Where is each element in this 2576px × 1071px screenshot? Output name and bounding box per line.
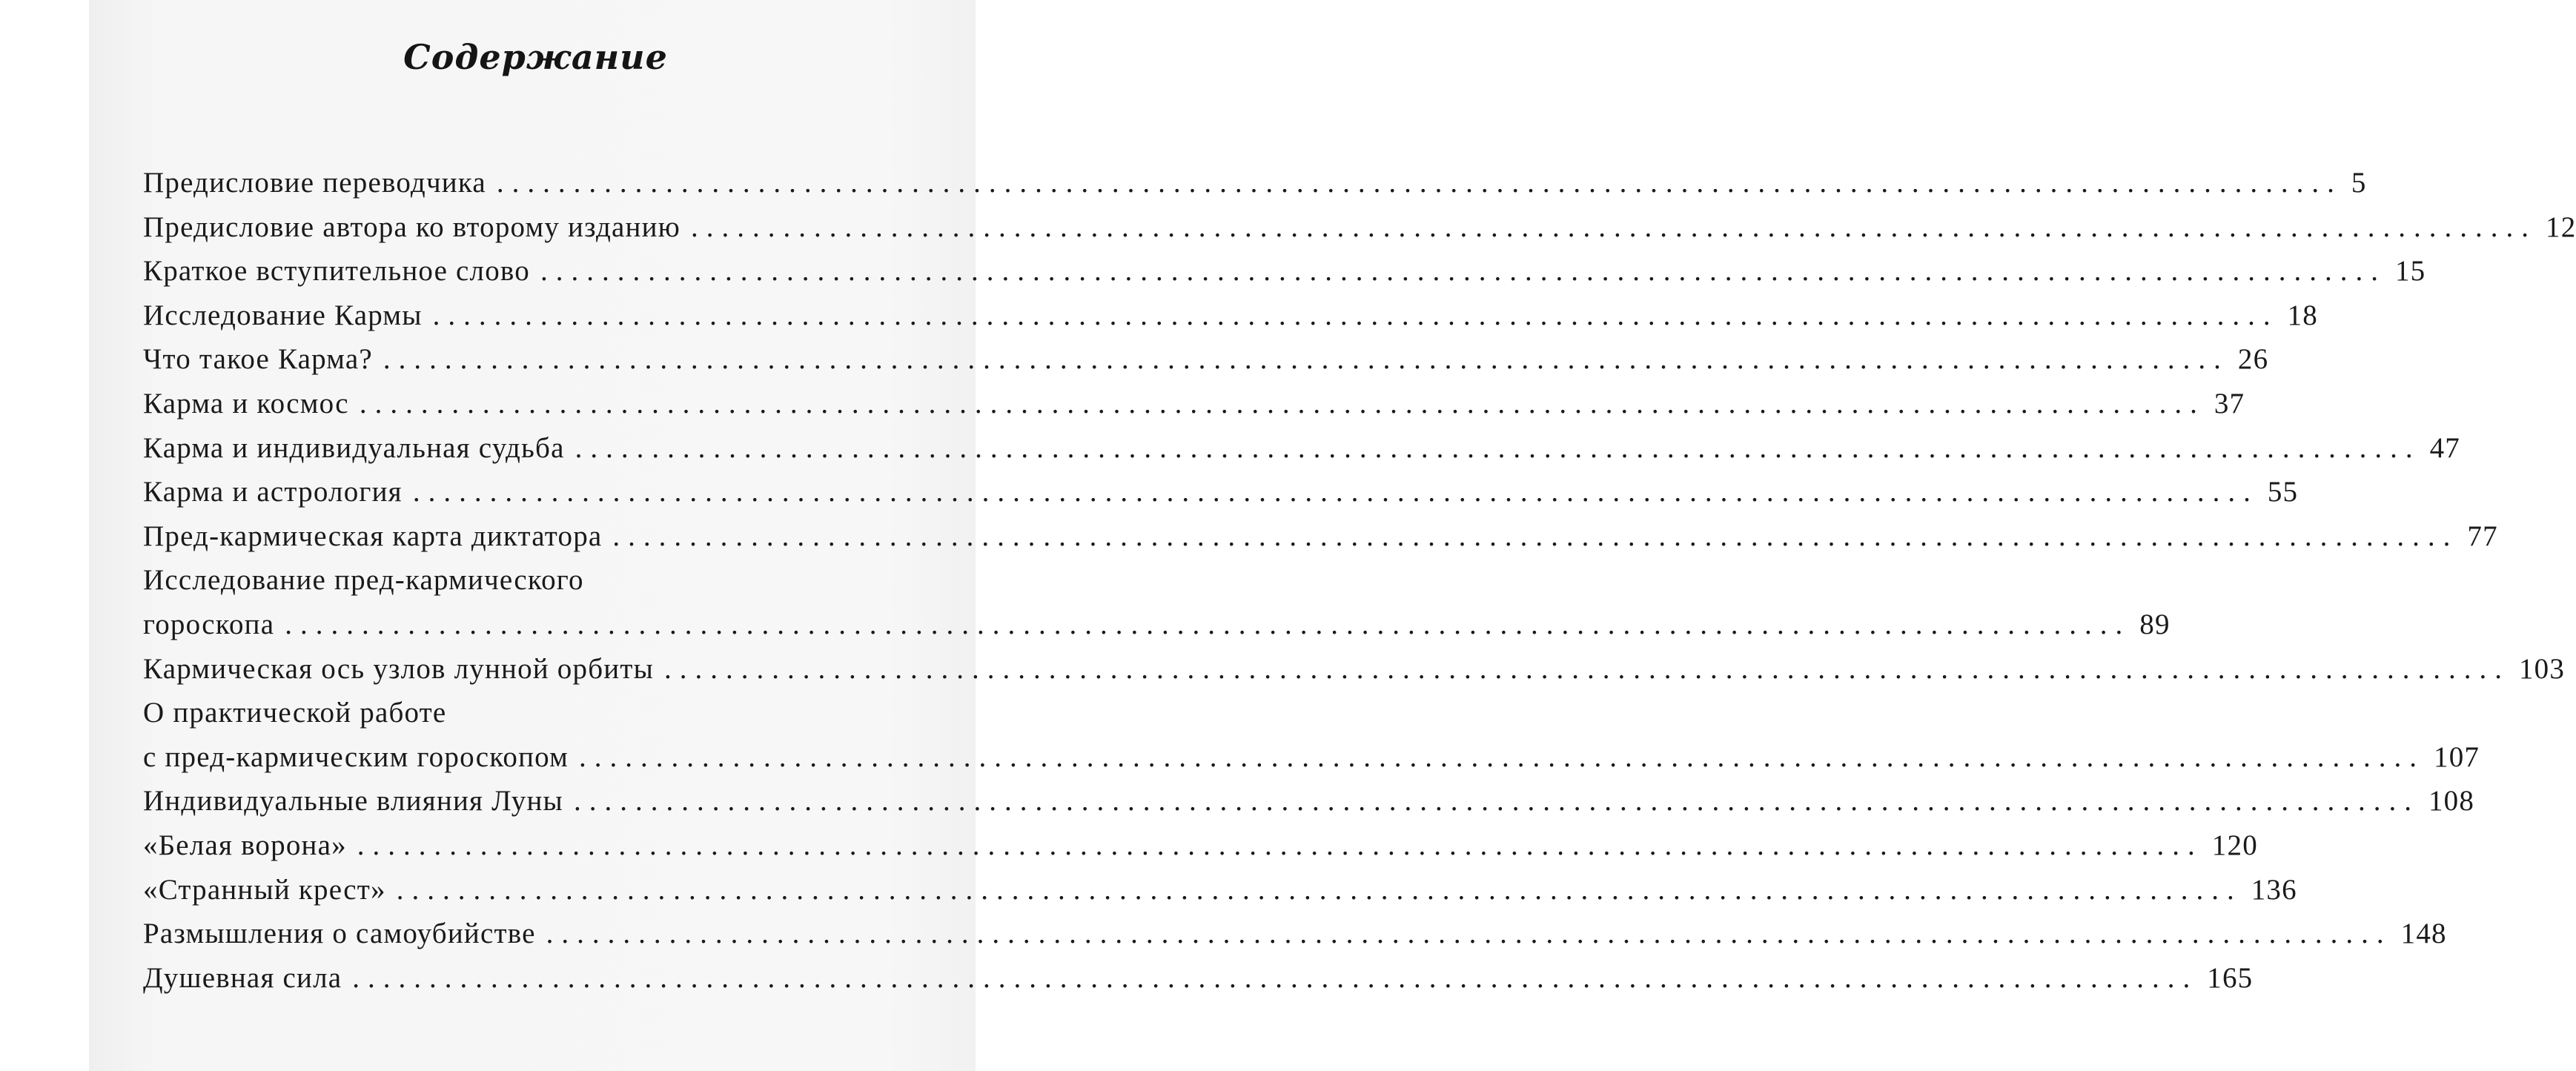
toc-page-number: 18 xyxy=(2287,299,2319,331)
toc-entry-title: с пред-кармическим гороскопом xyxy=(143,740,569,773)
toc-entry xyxy=(143,647,2566,692)
dot-leader: ........................................................................................................................ xyxy=(663,652,2510,685)
toc-entry-title: «Странный крест» xyxy=(143,873,386,906)
toc-page-number: 47 xyxy=(2429,431,2460,464)
toc-entry xyxy=(143,558,898,603)
toc-entry-title: Душевная сила xyxy=(143,961,342,994)
dot-leader: ........................................................................................................................ xyxy=(432,299,2279,331)
dot-leader: ........................................................................................................................ xyxy=(612,520,2459,552)
toc-page-number: 89 xyxy=(2139,608,2171,640)
toc-entry-title: Краткое вступительное слово xyxy=(143,255,530,288)
toc-page-number: 37 xyxy=(2214,387,2245,420)
dot-leader: ........................................................................................................................ xyxy=(352,961,2199,994)
toc-page-number: 103 xyxy=(2518,652,2566,685)
dot-leader: ........................................................................................................................ xyxy=(546,918,2392,950)
toc-entry-title: Пред-кармическая карта диктатора xyxy=(143,520,603,552)
toc-page-number: 148 xyxy=(2400,918,2447,950)
toc-entry xyxy=(143,823,2258,868)
toc-entry xyxy=(143,868,2297,912)
dot-leader: ........................................................................................................................ xyxy=(573,785,2420,818)
toc-entry-title: гороскопа xyxy=(143,608,275,640)
toc-entry-title: О практической работе xyxy=(143,697,447,729)
dot-leader: ........................................................................................................................ xyxy=(579,740,2426,773)
toc-entry xyxy=(143,294,2319,338)
toc-entry xyxy=(143,337,2269,382)
toc-entry-title: Кармическая ось узлов лунной орбиты xyxy=(143,652,654,685)
toc-page-number: 136 xyxy=(2251,873,2297,906)
toc-page-number: 165 xyxy=(2207,961,2254,994)
dot-leader: ........................................................................................................................ xyxy=(540,255,2386,288)
toc-entry-title: Исследование Кармы xyxy=(143,299,423,331)
toc-entry-title: Предисловие автора ко второму изданию xyxy=(143,210,681,243)
toc-entry xyxy=(143,603,2171,647)
toc-entry xyxy=(143,779,2475,823)
toc-page-number: 107 xyxy=(2434,740,2480,773)
dot-leader: ........................................................................................................................ xyxy=(412,476,2259,508)
toc-entry-title: Карма и астрология xyxy=(143,476,403,508)
toc-entry xyxy=(143,426,2460,471)
page-title: Содержание xyxy=(403,37,668,77)
toc-page-number: 77 xyxy=(2467,520,2498,552)
toc-page-number: 55 xyxy=(2267,476,2299,508)
toc-entry-title: Размышления о самоубийстве xyxy=(143,918,536,950)
toc-entry xyxy=(143,470,2299,514)
dot-leader: ........................................................................................................................ xyxy=(383,343,2229,376)
toc-entry xyxy=(143,956,2254,1001)
toc-page-number: 12 xyxy=(2546,210,2576,243)
toc-entry xyxy=(143,912,2447,956)
dot-leader: ........................................................................................................................ xyxy=(285,608,2131,640)
toc-entry xyxy=(143,735,2480,780)
dot-leader: ........................................................................................................................ xyxy=(575,431,2421,464)
table-of-contents xyxy=(143,161,2576,1000)
toc-entry-title: Предисловие переводчика xyxy=(143,167,486,199)
toc-entry xyxy=(143,205,2576,250)
toc-entry-title: Что такое Карма? xyxy=(143,343,373,376)
toc-page-number: 5 xyxy=(2351,167,2367,199)
toc-entry-title: Исследование пред-кармического xyxy=(143,564,584,597)
dot-leader: ........................................................................................................................ xyxy=(496,167,2342,199)
toc-entry xyxy=(143,514,2498,559)
dot-leader: ........................................................................................................................ xyxy=(396,873,2242,906)
toc-entry xyxy=(143,382,2245,426)
toc-entry-title: Карма и космос xyxy=(143,387,349,420)
dot-leader: ........................................................................................................................ xyxy=(357,829,2203,861)
toc-entry-title: Индивидуальные влияния Луны xyxy=(143,785,563,818)
toc-page-number: 15 xyxy=(2394,255,2426,288)
toc-page-number: 108 xyxy=(2428,785,2475,818)
toc-entry-title: Карма и индивидуальная судьба xyxy=(143,431,565,464)
dot-leader: ........................................................................................................................ xyxy=(359,387,2205,420)
dot-leader: ........................................................................................................................ xyxy=(691,210,2537,243)
toc-page-number: 120 xyxy=(2211,829,2258,861)
toc-entry xyxy=(143,161,2367,205)
toc-page-number: 26 xyxy=(2237,343,2269,376)
toc-entry-title: «Белая ворона» xyxy=(143,829,347,861)
toc-entry xyxy=(143,691,898,735)
toc-entry xyxy=(143,249,2426,294)
